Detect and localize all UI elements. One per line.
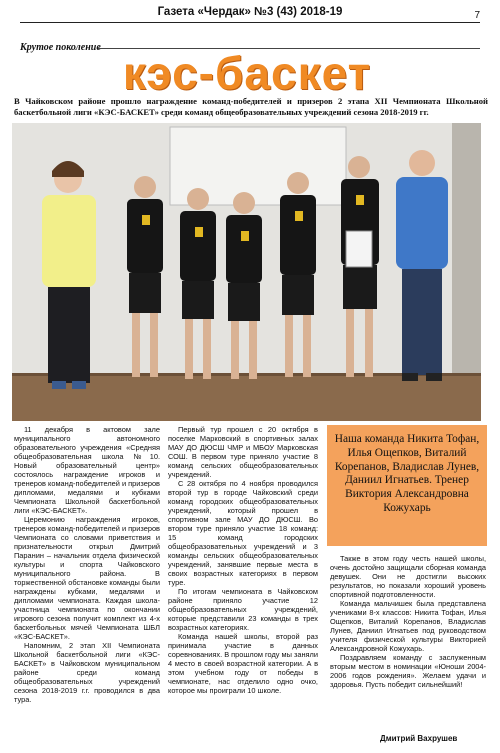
article-column-3 <box>330 554 486 689</box>
paragraph: Поздравляем команду с заслуженным вторым местом в номинации «Юноши 2004-2006 годов рождения». Желаем удачи и здоровья. Пусть победит сильнейший! <box>330 653 486 689</box>
newspaper-title: Газета «Чердак» №3 (43) 2018-19 <box>157 6 343 18</box>
article-lead: В Чайковском районе прошло награждение команд-победителей и призеров 2 этапа XII Чемпионата Школьной баскетбольной лиги «КЭС-БАСКЕТ» среди команд общеобразовательных учреждений сезона 2018-2019 гг. <box>14 96 488 117</box>
article-column-2 <box>168 425 318 695</box>
paragraph: 11 декабря в актовом зале муниципального автономного образовательного учреждения «Средняя общеобразовательная школа №10. Новый образовательный центр» состоялось награждение игроков и тренеров команд-победителей и призеров дипломами, медалями и кубками Чемпионата Школьной баскетбольной лиги «КЭС-БАСКЕТ». <box>14 425 160 515</box>
paragraph: Команда нашей школы, второй раз принимала участие в данных соревнованиях. В прошлом году мы заняли 4 место в своей возрастной категории. А в этом учебном году от победы в чемпионате, нас отделило одно очко, которое мы проиграли 10 школе. <box>168 632 318 695</box>
author-signature: Дмитрий Вахрушев <box>380 734 458 743</box>
header-divider <box>20 22 480 23</box>
page-header <box>20 4 480 24</box>
article-banner <box>64 47 430 99</box>
team-roster-text: Наша команда Никита Тофан, Илья Ощепков, Виталий Корепанов, Владислав Лунев, Даниил Игнатьев. Тренер Виктория Александровна Кожухарь <box>334 433 480 514</box>
paragraph: Первый тур прошел с 20 октября в поселке Марковский в спортивных залах МАУ ДО ДЮСШ ЧМР и МБОУ Марковская СОШ. В первом туре приняло участие 8 команд сельских общеобразовательных учреждений. <box>168 425 318 479</box>
paragraph: По итогам чемпионата в Чайковском районе приняло участие 12 общеобразовательных учреждений, которые представили 23 команды в трех возрастных категориях. <box>168 587 318 632</box>
paragraph: Команда мальчишек была представлена учениками 8-х классов: Никита Тофан, Илья Ощепков, Виталий Корепанов, Владислав Лунев, Даниил Игнатьев под руководством учителя физической культуры Викторией Александровной Кожухарь. <box>330 599 486 653</box>
banner-title: кэс-баскет <box>122 47 372 99</box>
paragraph: Также в этом году честь нашей школы, очень достойно защищали сборная команда девушек. Они не достигли высоких результатов, но показали хороший уровень спортивной подготовленности. <box>330 554 486 599</box>
paragraph: С 28 октября по 4 ноября проводился второй тур в городе Чайковский среди команд городских общеобразовательных учреждений, который прошел в спортивном зале МАУ ДО ДЮСШ. Во втором туре приняло участие 18 команд: 15 команд городских общеобразовательных учреждений и 3 команды сельских общеобразовательных учреждений, занявшие первые места в своих возрастных категориях в первом туре. <box>168 479 318 587</box>
article-column-1 <box>14 425 160 704</box>
team-roster-box <box>327 425 487 546</box>
team-photo-illustration <box>12 123 481 421</box>
team-photo <box>12 123 481 421</box>
paragraph: Церемонию награждения игроков, тренеров команд-победителей и призеров Чемпионата со словами приветствия и признательности открыл Дмитрий Паранин – начальник отдела физической культуры и спорта Чайковского муниципального района. В торжественной обстановке команды были награждены кубками, медалями и дипломами чемпионата. Каждая школа-участница чемпионата по окончании игрового сезона получит комплект из 4-х баскетбольных мячей Чемпионата ШБЛ «КЭС-БАСКЕТ». <box>14 515 160 641</box>
rubric-label: Крутое поколение <box>20 42 101 53</box>
paragraph: Напомним, 2 этап XII Чемпионата Школьной баскетбольной лиги «КЭС-БАСКЕТ» в Чайковском муниципальном районе среди команд общеобразовательных учреждений сезона 2018-2019 г.г. проводился в два тура. <box>14 641 160 704</box>
page-number: 7 <box>474 10 480 21</box>
